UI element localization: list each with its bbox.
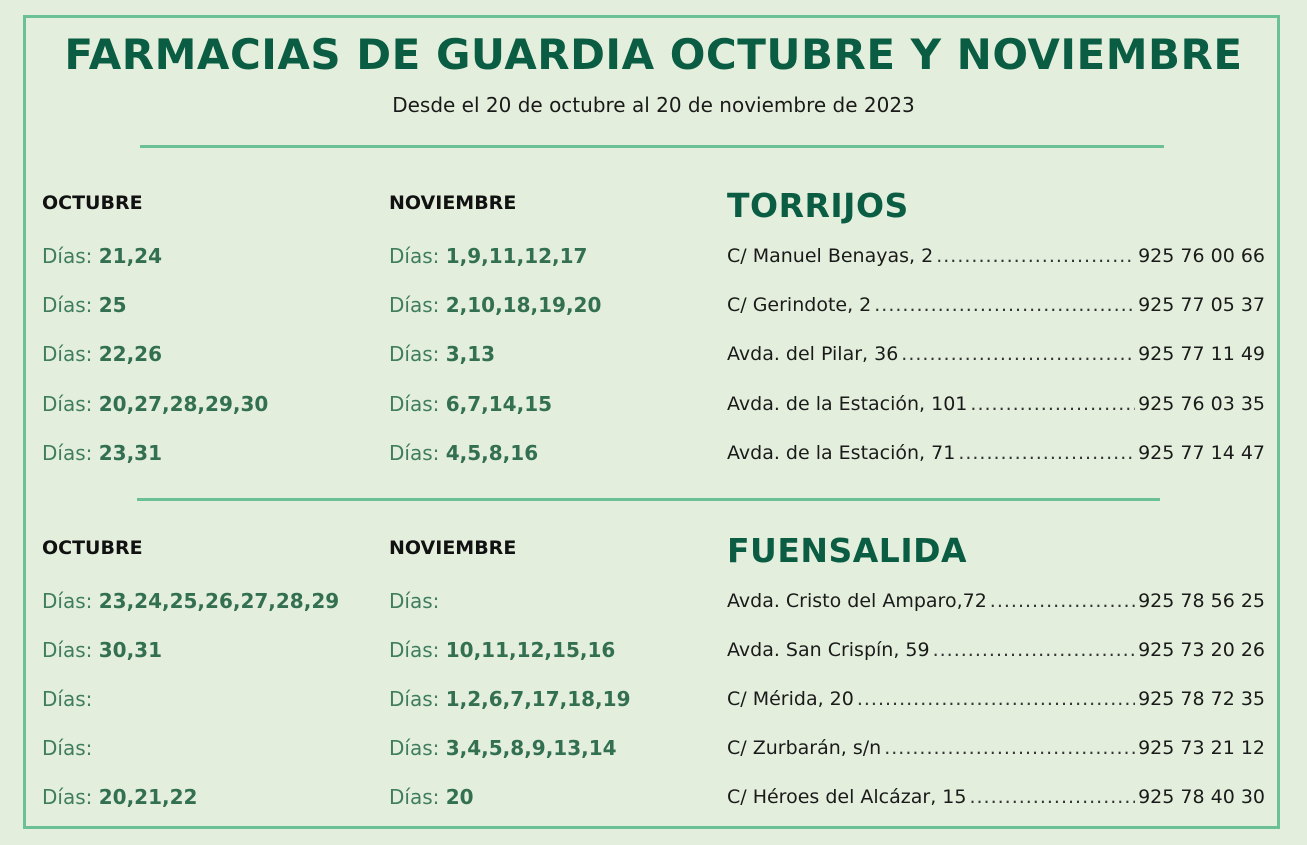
octubre-days: Días: 23,24,25,26,27,28,29 xyxy=(42,589,340,613)
address: C/ Gerindote, 2 xyxy=(727,294,872,316)
phone: 925 76 00 66 xyxy=(1138,245,1265,267)
address: Avda. de la Estación, 101 xyxy=(727,393,968,415)
noviembre-days: Días: 3,4,5,8,9,13,14 xyxy=(389,736,617,760)
pharmacy-address-row xyxy=(727,343,1265,365)
noviembre-days: Días: xyxy=(389,589,440,613)
address: Avda. San Crispín, 59 xyxy=(727,639,930,661)
pharmacy-address-row xyxy=(727,294,1265,316)
address: C/ Zurbarán, s/n xyxy=(727,737,882,759)
noviembre-days: Días: 1,2,6,7,17,18,19 xyxy=(389,687,631,711)
octubre-days: Días: xyxy=(42,687,93,711)
page-title: FARMACIAS DE GUARDIA OCTUBRE Y NOVIEMBRE xyxy=(64,30,1243,79)
phone: 925 78 72 35 xyxy=(1138,688,1265,710)
noviembre-days: Días: 6,7,14,15 xyxy=(389,392,553,416)
octubre-header: OCTUBRE xyxy=(42,537,143,559)
address: Avda. Cristo del Amparo,72 xyxy=(727,590,987,612)
noviembre-days: Días: 4,5,8,16 xyxy=(389,441,539,465)
divider-middle xyxy=(137,498,1160,501)
address: Avda. de la Estación, 71 xyxy=(727,442,956,464)
noviembre-days: Días: 1,9,11,12,17 xyxy=(389,244,588,268)
address: C/ Héroes del Alcázar, 15 xyxy=(727,786,967,808)
pharmacy-address-row xyxy=(727,737,1265,759)
phone: 925 76 03 35 xyxy=(1138,393,1265,415)
octubre-days: Días: 30,31 xyxy=(42,638,162,662)
town-title: TORRIJOS xyxy=(727,186,909,225)
pharmacy-address-row xyxy=(727,590,1265,612)
phone: 925 77 05 37 xyxy=(1138,294,1265,316)
phone: 925 78 56 25 xyxy=(1138,590,1265,612)
phone: 925 78 40 30 xyxy=(1138,786,1265,808)
noviembre-header: NOVIEMBRE xyxy=(389,192,517,214)
pharmacy-address-row xyxy=(727,245,1265,267)
pharmacy-address-row xyxy=(727,442,1265,464)
octubre-header: OCTUBRE xyxy=(42,192,143,214)
town-title: FUENSALIDA xyxy=(727,531,968,570)
noviembre-days: Días: 3,13 xyxy=(389,342,496,366)
phone: 925 73 20 26 xyxy=(1138,639,1265,661)
octubre-days: Días: 22,26 xyxy=(42,342,162,366)
noviembre-days: Días: 2,10,18,19,20 xyxy=(389,293,602,317)
phone: 925 77 11 49 xyxy=(1138,343,1265,365)
octubre-days: Días: xyxy=(42,736,93,760)
divider-top xyxy=(140,145,1164,148)
address: Avda. del Pilar, 36 xyxy=(727,343,899,365)
phone: 925 77 14 47 xyxy=(1138,442,1265,464)
address: C/ Mérida, 20 xyxy=(727,688,854,710)
page-subtitle: Desde el 20 de octubre al 20 de noviembre de 2023 xyxy=(392,93,915,117)
pharmacy-address-row xyxy=(727,688,1265,710)
octubre-days: Días: 25 xyxy=(42,293,127,317)
pharmacy-address-row xyxy=(727,786,1265,808)
pharmacy-address-row xyxy=(727,393,1265,415)
octubre-days: Días: 21,24 xyxy=(42,244,162,268)
address: C/ Manuel Benayas, 2 xyxy=(727,245,934,267)
phone: 925 73 21 12 xyxy=(1138,737,1265,759)
octubre-days: Días: 20,27,28,29,30 xyxy=(42,392,269,416)
octubre-days: Días: 23,31 xyxy=(42,441,162,465)
octubre-days: Días: 20,21,22 xyxy=(42,785,198,809)
pharmacy-address-row xyxy=(727,639,1265,661)
noviembre-days: Días: 10,11,12,15,16 xyxy=(389,638,616,662)
noviembre-header: NOVIEMBRE xyxy=(389,537,517,559)
noviembre-days: Días: 20 xyxy=(389,785,474,809)
